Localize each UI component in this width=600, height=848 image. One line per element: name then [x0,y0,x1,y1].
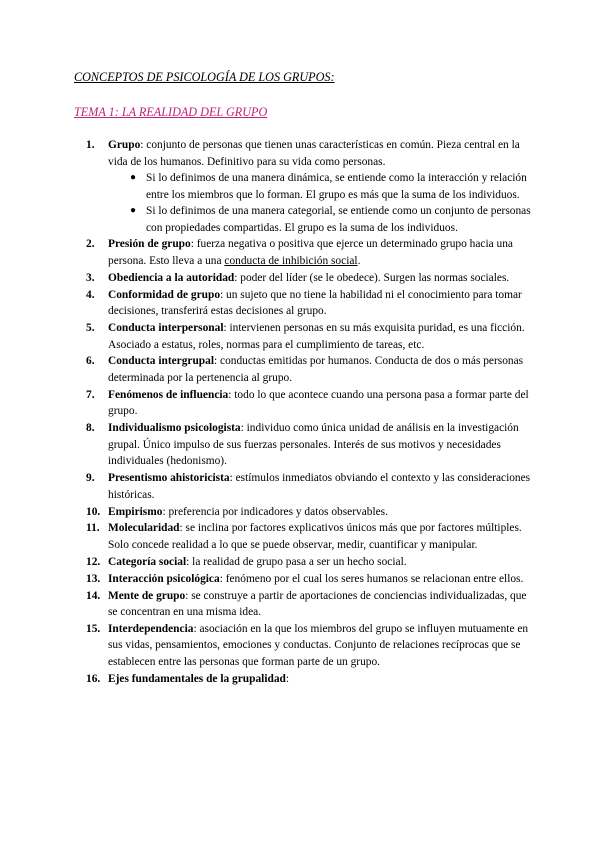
item-term: Fenómenos de influencia [108,388,229,401]
bullet-icon: ● [130,205,137,216]
underlined-term: conducta de inhibición social [224,254,358,267]
document-title: CONCEPTOS DE PSICOLOGÍA DE LOS GRUPOS: [74,70,335,84]
item-text: : se construye a partir de aportaciones de conciencias individualizadas, que se concentran en una misma idea. [108,589,527,619]
item-number: 1. [86,139,95,151]
item-number: 9. [86,472,95,485]
item-term: Conformidad de grupo [108,288,221,301]
sub-item-text: Si lo definimos de una manera dinámica, se entiende como la interacción y relación entre los miembros que lo forman. El grupo es más que la suma de los individuos. [146,172,527,201]
list-item [86,320,533,353]
list-item [86,270,533,287]
list-item [86,588,533,621]
list-item [86,554,533,571]
list-item [86,353,533,386]
list-item [86,520,533,553]
item-term: Interacción psicológica [108,572,220,585]
sub-list-item [130,203,533,236]
item-text: : se inclina por factores explicativos únicos más que por factores múltiples. Solo concede realidad a lo que se puede observar, medir, cuantificar y manipular. [108,522,522,551]
item-text: : preferencia por indicadores y datos observables. [162,505,388,518]
item-term: Interdependencia [108,622,194,635]
item-number: 3. [86,271,95,284]
list-item [86,236,533,269]
item-number: 7. [86,388,95,401]
item-number: 5. [86,322,95,335]
item-text: : fenómeno por el cual los seres humanos se relacionan entre ellos. [219,572,524,585]
item-term: Presentismo ahistoricista [108,472,230,485]
item-number: 11. [86,522,100,535]
item-term: Conducta intergrupal [108,355,215,368]
item-text: : poder del líder (se le obedece). Surgen las normas sociales. [234,271,510,284]
list-item [86,504,533,521]
item-text: : un sujeto que no tiene la habilidad ni el conocimiento para tomar decisiones, transferirá estas decisiones al grupo. [108,288,522,318]
item-text: : todo lo que acontece cuando una persona pasa a formar parte del grupo. [108,388,529,418]
item-text: : [285,672,290,685]
item-text: : conductas emitidas por humanos. Conducta de dos o más personas determinada por la pertenencia al grupo. [108,355,524,384]
list-item [86,571,533,588]
sub-item-text: Si lo definimos de una manera categorial, se entiende como un conjunto de personas con propiedades compartidas. El grupo es la suma de los individuos. [146,205,531,234]
item-number: 16. [86,672,101,685]
item-term: Obediencia a la autoridad [108,271,235,284]
bullet-icon: ● [130,172,137,183]
item-number: 15. [86,622,101,635]
list-item [86,671,533,688]
item-text: : intervienen personas en su más exquisita puridad, es una ficción. Asociado a estatus, roles, normas para el cumplimiento de tareas, etc. [108,322,525,351]
item-text-after: . [357,254,361,267]
item-term: Molecularidad [108,522,180,535]
sub-list [130,170,533,236]
sub-list-item [130,170,533,203]
item-number: 13. [86,572,101,585]
item-term: Categoría social [108,555,187,568]
item-number: 6. [86,355,95,368]
item-number: 12. [86,555,101,568]
item-term: Mente de grupo [108,589,186,602]
section-title: TEMA 1: LA REALIDAD DEL GRUPO [74,105,268,119]
item-term: Ejes fundamentales de la grupalidad [108,672,286,685]
item-text: : fuerza negativa o positiva que ejerce un determinado grupo hacia una persona. Esto lleva a una [108,238,513,267]
item-text: : estímulos inmediatos obviando el contexto y las consideraciones históricas. [108,472,531,501]
item-text: : asociación en la que los miembros del grupo se influyen mutuamente en sus vidas, pensamientos, emociones y conductas. Conjunto de relaciones recíprocas que se establecen entre las personas que forman parte de un grupo. [108,622,529,668]
item-term: Empirismo [108,505,163,518]
item-number: 4. [86,288,95,301]
list-item [86,621,533,671]
item-term: Presión de grupo [108,238,191,251]
item-term: Conducta interpersonal [108,322,224,335]
item-term: Grupo [108,139,141,151]
item-number: 10. [86,505,101,518]
list-item [86,387,533,420]
item-number: 14. [86,589,101,602]
item-number: 2. [86,238,95,251]
list-item [86,287,533,320]
item-text: : conjunto de personas que tienen unas características en común. Pieza central en la vida de los humanos. Definitivo para su vida como personas. [108,139,520,168]
item-number: 8. [86,422,95,435]
list-item [86,420,533,470]
item-text: : la realidad de grupo pasa a ser un hecho social. [186,555,407,568]
item-term: Individualismo psicologista [108,422,241,435]
item-text: : individuo como única unidad de análisis en la investigación grupal. Único impulso de sus fuerzas personales. Interés de sus motivos y necesidades individuales (hedonismo). [108,422,519,468]
concept-list [86,137,533,688]
list-item [86,470,533,503]
list-item [86,137,533,236]
